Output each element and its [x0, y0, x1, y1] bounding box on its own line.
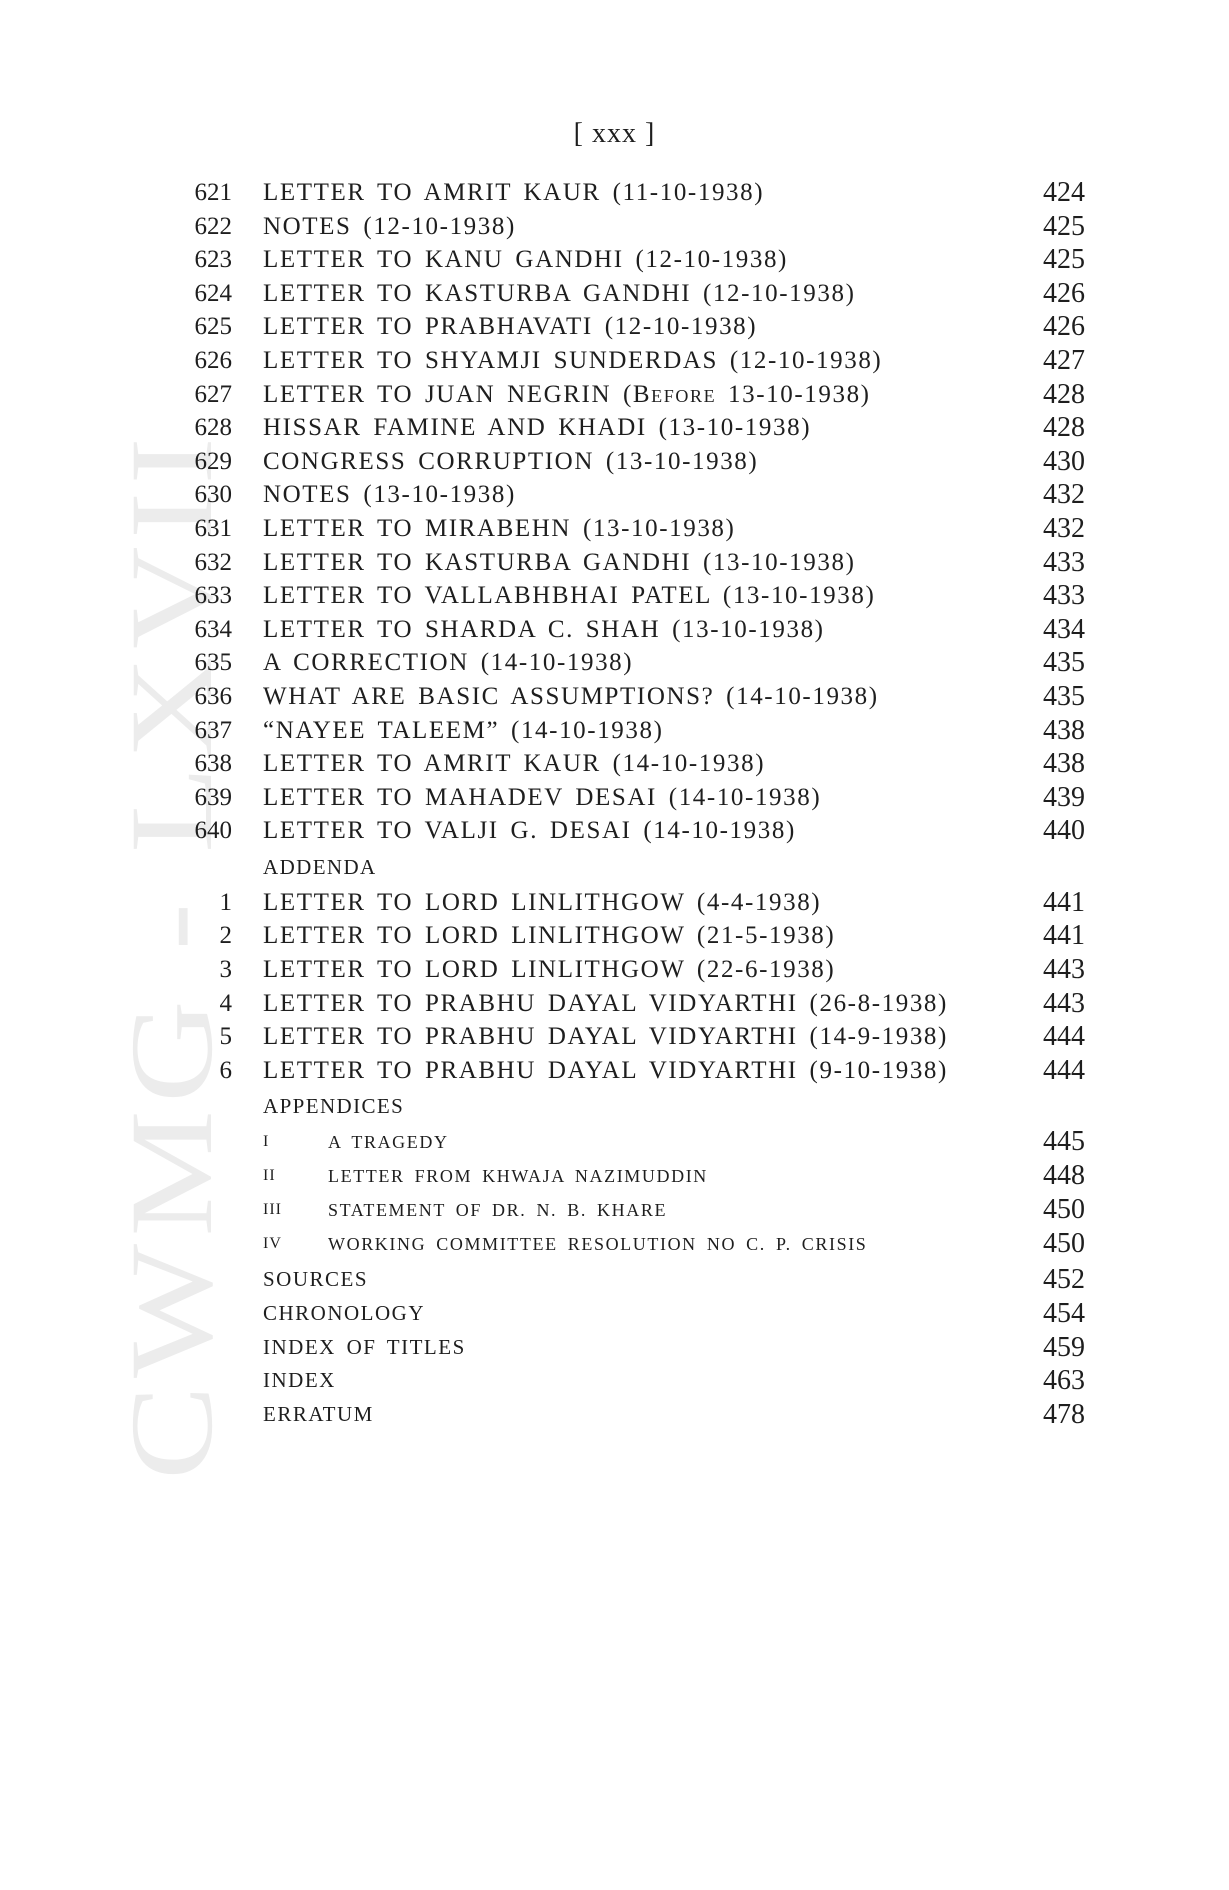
appendix-number: II	[263, 1167, 276, 1185]
entry-number: 622	[194, 212, 232, 240]
entry-page: 428	[1043, 378, 1085, 410]
addenda-page: 443	[1043, 954, 1085, 986]
appendices-heading-row	[190, 1087, 1085, 1125]
entry-page: 427	[1043, 344, 1085, 376]
entry-title: LETTER TO MIRABEHN (13-10-1938)	[263, 514, 736, 542]
back-matter-page: 463	[1043, 1365, 1085, 1397]
entry-number: 639	[194, 783, 232, 811]
entry-title: LETTER TO SHARDA C. SHAH (13-10-1938)	[263, 615, 825, 643]
back-matter-entry	[190, 1398, 1085, 1432]
appendix-page: 450	[1043, 1194, 1085, 1226]
entry-number: 628	[194, 414, 232, 442]
toc-entry	[190, 277, 1085, 311]
entry-title: LETTER TO VALJI G. DESAI (14-10-1938)	[263, 817, 796, 845]
addenda-number: 6	[219, 1056, 232, 1084]
entry-number: 632	[194, 548, 232, 576]
entry-number: 624	[194, 279, 232, 307]
addenda-title: LETTER TO LORD LINLITHGOW (21-5-1938)	[263, 922, 836, 950]
back-matter-page: 459	[1043, 1331, 1085, 1363]
entry-title: LETTER TO JUAN NEGRIN (Before 13-10-1938)	[263, 380, 871, 408]
addenda-page: 444	[1043, 1054, 1085, 1086]
appendix-title: STATEMENT OF DR. N. B. KHARE	[328, 1200, 668, 1221]
appendix-page: 448	[1043, 1160, 1085, 1192]
back-matter-entry	[190, 1331, 1085, 1365]
back-matter-entry	[190, 1263, 1085, 1297]
entry-page: 432	[1043, 479, 1085, 511]
toc-entry	[190, 176, 1085, 210]
addenda-title: LETTER TO LORD LINLITHGOW (4-4-1938)	[263, 888, 822, 916]
addenda-title: LETTER TO PRABHU DAYAL VIDYARTHI (14-9-1938)	[263, 1023, 948, 1051]
entry-title: HISSAR FAMINE AND KHADI (13-10-1938)	[263, 414, 812, 442]
entry-number: 631	[194, 514, 232, 542]
entry-page: 432	[1043, 512, 1085, 544]
entry-title: “NAYEE TALEEM” (14-10-1938)	[263, 716, 664, 744]
entry-title: LETTER TO KANU GANDHI (12-10-1938)	[263, 246, 788, 274]
appendix-entry	[190, 1227, 1085, 1261]
addenda-number: 2	[219, 922, 232, 950]
addenda-title: LETTER TO PRABHU DAYAL VIDYARTHI (26-8-1938)	[263, 989, 948, 1017]
appendix-title: WORKING COMMITTEE RESOLUTION NO C. P. CRISIS	[328, 1234, 868, 1255]
entry-page: 425	[1043, 244, 1085, 276]
toc-entry	[190, 344, 1085, 378]
entry-page: 426	[1043, 311, 1085, 343]
entry-page: 425	[1043, 210, 1085, 242]
addenda-page: 441	[1043, 920, 1085, 952]
appendix-number: I	[263, 1133, 270, 1151]
back-matter-entry	[190, 1364, 1085, 1398]
entry-page: 430	[1043, 445, 1085, 477]
addenda-number: 5	[219, 1023, 232, 1051]
toc-entry	[190, 411, 1085, 445]
entry-number: 625	[194, 313, 232, 341]
addenda-title: LETTER TO PRABHU DAYAL VIDYARTHI (9-10-1938)	[263, 1056, 948, 1084]
appendix-title: A TRAGEDY	[328, 1132, 449, 1153]
toc-entry	[190, 512, 1085, 546]
toc-entry	[190, 781, 1085, 815]
addenda-number: 3	[219, 956, 232, 984]
entry-number: 627	[194, 380, 232, 408]
entry-title: WHAT ARE BASIC ASSUMPTIONS? (14-10-1938)	[263, 682, 879, 710]
entry-number: 629	[194, 447, 232, 475]
appendices-heading: APPENDICES	[263, 1094, 405, 1119]
entry-number: 635	[194, 649, 232, 677]
entry-number: 621	[194, 179, 232, 206]
toc-entry	[190, 478, 1085, 512]
entry-title: NOTES (13-10-1938)	[263, 481, 516, 509]
entry-page: 433	[1043, 580, 1085, 612]
toc-entry	[190, 646, 1085, 680]
entry-page: 433	[1043, 546, 1085, 578]
appendix-number: III	[263, 1201, 282, 1219]
back-matter-page: 478	[1043, 1398, 1085, 1430]
entry-number: 630	[194, 481, 232, 509]
toc-entry	[190, 546, 1085, 580]
toc-entry	[190, 210, 1085, 244]
addenda-entry	[190, 886, 1085, 920]
toc-entry	[190, 814, 1085, 848]
page-header: [ xxx ]	[573, 118, 656, 149]
back-matter-title: INDEX OF TITLES	[263, 1334, 466, 1359]
appendix-page: 450	[1043, 1228, 1085, 1260]
back-matter-title: CHRONOLOGY	[263, 1301, 425, 1326]
back-matter-title: SOURCES	[263, 1267, 369, 1292]
entry-title: NOTES (12-10-1938)	[263, 212, 516, 240]
addenda-number: 4	[219, 989, 232, 1017]
addenda-heading: ADDENDA	[263, 854, 377, 879]
table-of-contents	[190, 176, 1085, 1431]
entry-page: 426	[1043, 277, 1085, 309]
back-matter-title: ERRATUM	[263, 1401, 374, 1426]
appendix-entry	[190, 1193, 1085, 1227]
toc-entry	[190, 579, 1085, 613]
entry-page: 438	[1043, 748, 1085, 780]
toc-entry	[190, 445, 1085, 479]
entry-title: LETTER TO AMRIT KAUR (11-10-1938)	[263, 179, 765, 206]
entry-title: LETTER TO PRABHAVATI (12-10-1938)	[263, 313, 758, 341]
entry-page: 428	[1043, 412, 1085, 444]
addenda-page: 443	[1043, 987, 1085, 1019]
entry-number: 634	[194, 615, 232, 643]
toc-entry	[190, 747, 1085, 781]
appendix-entry	[190, 1159, 1085, 1193]
addenda-entry	[190, 1054, 1085, 1088]
addenda-page: 444	[1043, 1021, 1085, 1053]
entry-page: 435	[1043, 680, 1085, 712]
entry-number: 626	[194, 346, 232, 374]
toc-entry	[190, 378, 1085, 412]
entries-list	[190, 176, 1085, 848]
back-matter-page: 454	[1043, 1298, 1085, 1330]
entry-title: A CORRECTION (14-10-1938)	[263, 649, 634, 677]
entry-title: LETTER TO KASTURBA GANDHI (12-10-1938)	[263, 279, 856, 307]
entry-number: 636	[194, 682, 232, 710]
entry-title: LETTER TO KASTURBA GANDHI (13-10-1938)	[263, 548, 856, 576]
back-matter-entry	[190, 1297, 1085, 1331]
entry-page: 438	[1043, 714, 1085, 746]
entry-number: 638	[194, 750, 232, 778]
appendices-list	[190, 1125, 1085, 1261]
entry-number: 640	[194, 817, 232, 845]
entry-page: 435	[1043, 647, 1085, 679]
addenda-page: 441	[1043, 886, 1085, 918]
entry-number: 637	[194, 716, 232, 744]
appendix-title: LETTER FROM KHWAJA NAZIMUDDIN	[328, 1166, 708, 1187]
back-matter-page: 452	[1043, 1264, 1085, 1296]
toc-entry	[190, 613, 1085, 647]
back-matter-list	[190, 1263, 1085, 1431]
entry-page: 434	[1043, 613, 1085, 645]
addenda-title: LETTER TO LORD LINLITHGOW (22-6-1938)	[263, 956, 836, 984]
entry-title: LETTER TO AMRIT KAUR (14-10-1938)	[263, 750, 766, 778]
addenda-entry	[190, 953, 1085, 987]
addenda-entry	[190, 1020, 1085, 1054]
toc-entry	[190, 714, 1085, 748]
appendix-number: IV	[263, 1235, 282, 1253]
entry-title: LETTER TO VALLABHBHAI PATEL (13-10-1938)	[263, 582, 876, 610]
addenda-entry	[190, 919, 1085, 953]
toc-entry	[190, 680, 1085, 714]
toc-entry	[190, 243, 1085, 277]
addenda-heading-row	[190, 848, 1085, 886]
entry-title: LETTER TO MAHADEV DESAI (14-10-1938)	[263, 783, 822, 811]
watermark-text: CWMG LXVII	[123, 608, 233, 1480]
addenda-number: 1	[219, 888, 232, 916]
entry-title: CONGRESS CORRUPTION (13-10-1938)	[263, 447, 759, 475]
entry-page: 440	[1043, 815, 1085, 847]
appendix-entry	[190, 1125, 1085, 1159]
toc-entry	[190, 310, 1085, 344]
appendix-page: 445	[1043, 1126, 1085, 1158]
entry-number: 623	[194, 246, 232, 274]
entry-number: 633	[194, 582, 232, 610]
entry-page: 439	[1043, 781, 1085, 813]
entry-title: LETTER TO SHYAMJI SUNDERDAS (12-10-1938)	[263, 346, 883, 374]
addenda-list	[190, 886, 1085, 1088]
addenda-entry	[190, 987, 1085, 1021]
back-matter-title: INDEX	[263, 1368, 336, 1393]
entry-page: 424	[1043, 177, 1085, 208]
